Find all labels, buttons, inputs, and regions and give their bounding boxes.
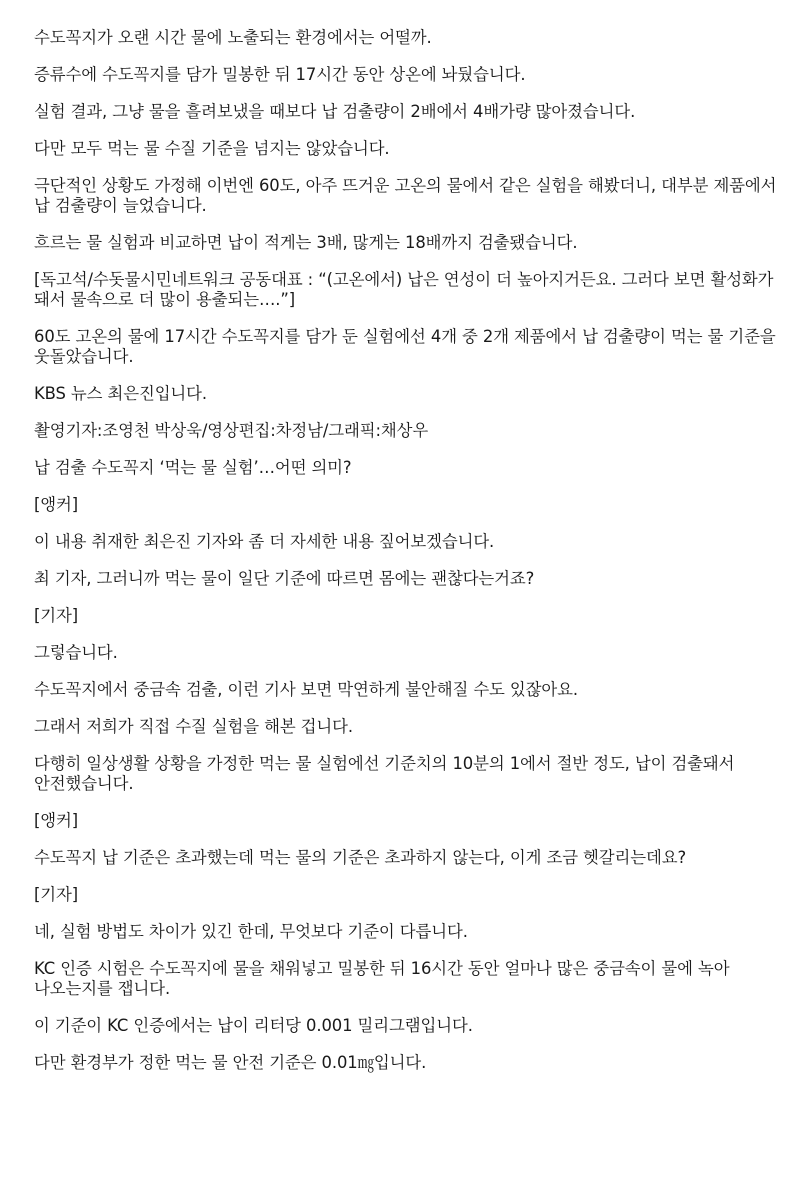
paragraph-1: 수도꼭지가 오랜 시간 물에 노출되는 환경에서는 어떨까.	[34, 28, 432, 47]
paragraph-13: 이 내용 취재한 최은진 기자와 좀 더 자세한 내용 짚어보겠습니다.	[34, 532, 495, 551]
paragraph-18: 그래서 저희가 직접 수질 실험을 해본 겁니다.	[34, 717, 353, 736]
paragraph-14: 최 기자, 그러니까 먹는 물이 일단 기준에 따르면 몸에는 괜찮다는거죠?	[34, 569, 535, 588]
paragraph-21: 수도꼭지 납 기준은 초과했는데 먹는 물의 기준은 초과하지 않는다, 이게 조금 헷갈리는데요?	[34, 848, 687, 867]
paragraph-2: 증류수에 수도꼭지를 담가 밀봉한 뒤 17시간 동안 상온에 놔뒀습니다.	[34, 65, 526, 84]
paragraph-26: 다만 환경부가 정한 먹는 물 안전 기준은 0.01㎎입니다.	[34, 1053, 427, 1072]
paragraph-17: 수도꼭지에서 중금속 검출, 이런 기사 보면 막연하게 불안해질 수도 있잖아요.	[34, 680, 578, 699]
quote-paragraph: [독고석/수돗물시민네트워크 공동대표 : “(고온에서) 납은 연성이 더 높아지거든요. 그러다 보면 활성화가 돼서 물속으로 더 많이 용출되는….”]	[34, 270, 774, 309]
paragraph-24: KC 인증 시험은 수도꼭지에 물을 채워넣고 밀봉한 뒤 16시간 동안 얼마나 많은 중금속이 물에 녹아 나오는지를 잽니다.	[34, 959, 730, 998]
paragraph-25: 이 기준이 KC 인증에서는 납이 리터당 0.001 밀리그램입니다.	[34, 1016, 473, 1035]
section-heading: 납 검출 수도꼭지 ‘먹는 물 실험’…어떤 의미?	[34, 458, 352, 477]
paragraph-8: 60도 고온의 물에 17시간 수도꼭지를 담가 둔 실험에선 4개 중 2개 제품에서 납 검출량이 먹는 물 기준을 웃돌았습니다.	[34, 327, 776, 366]
speaker-tag-reporter: [기자]	[34, 606, 79, 625]
paragraph-3: 실험 결과, 그냥 물을 흘려보냈을 때보다 납 검출량이 2배에서 4배가량 많아졌습니다.	[34, 102, 636, 121]
reporter-signoff: KBS 뉴스 최은진입니다.	[34, 384, 208, 403]
speaker-tag-anchor: [앵커]	[34, 811, 79, 830]
paragraph-19: 다행히 일상생활 상황을 가정한 먹는 물 실험에선 기준치의 10분의 1에서 절반 정도, 납이 검출돼서 안전했습니다.	[34, 754, 735, 793]
speaker-tag-anchor: [앵커]	[34, 495, 79, 514]
speaker-tag-reporter: [기자]	[34, 885, 79, 904]
credits-line: 촬영기자:조영천 박상욱/영상편집:차정남/그래픽:채상우	[34, 421, 429, 440]
paragraph-23: 네, 실험 방법도 차이가 있긴 한데, 무엇보다 기준이 다릅니다.	[34, 922, 468, 941]
paragraph-6: 흐르는 물 실험과 비교하면 납이 적게는 3배, 많게는 18배까지 검출됐습니다.	[34, 233, 578, 252]
paragraph-5: 극단적인 상황도 가정해 이번엔 60도, 아주 뜨거운 고온의 물에서 같은 실험을 해봤더니, 대부분 제품에서 납 검출량이 늘었습니다.	[34, 176, 777, 215]
paragraph-16: 그렇습니다.	[34, 643, 118, 662]
paragraph-4: 다만 모두 먹는 물 수질 기준을 넘지는 않았습니다.	[34, 139, 390, 158]
